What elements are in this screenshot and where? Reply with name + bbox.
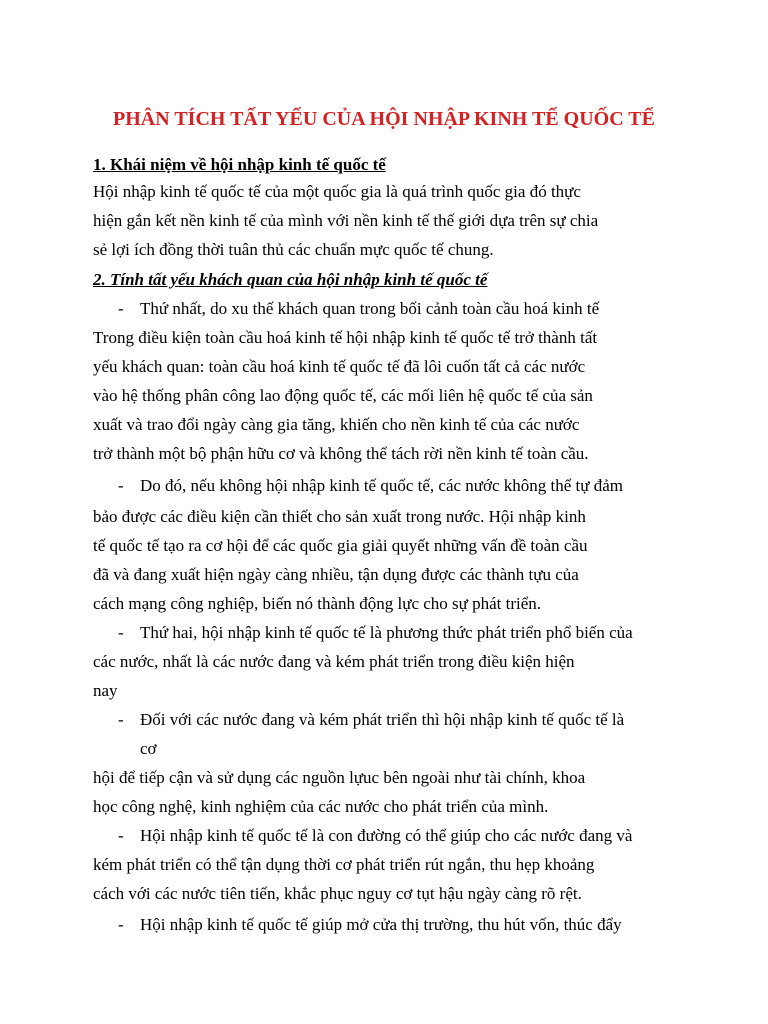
paragraph-line: tế quốc tế tạo ra cơ hội để các quốc gia giải quyết những vấn đề toàn cầu <box>93 536 588 555</box>
paragraph-line: Thứ nhất, do xu thế khách quan trong bối cảnh toàn cầu hoá kinh tế <box>140 299 600 318</box>
paragraph-line: các nước, nhất là các nước đang và kém phát triển trong điều kiện hiện <box>93 652 575 671</box>
paragraph-line: hiện gắn kết nền kinh tế của mình với nền kinh tế thế giới dựa trên sự chia <box>93 211 599 230</box>
paragraph-line: Thứ hai, hội nhập kinh tế quốc tế là phương thức phát triển phổ biến của <box>140 623 633 642</box>
paragraph-line: Trong điều kiện toàn cầu hoá kinh tế hội nhập kinh tế quốc tế trở thành tất <box>93 328 598 347</box>
paragraph-line: xuất và trao đổi ngày càng gia tăng, khiến cho nền kinh tế của các nước <box>93 415 580 434</box>
document-title: PHÂN TÍCH TẤT YẾU CỦA HỘI NHẬP KINH TẾ QUỐC TẾ <box>113 108 655 130</box>
section-1-heading: 1. Khái niệm về hội nhập kinh tế quốc tế <box>93 155 386 174</box>
paragraph-line: kém phát triển có thể tận dụng thời cơ phát triển rút ngắn, thu hẹp khoảng <box>93 855 595 874</box>
paragraph-line: Do đó, nếu không hội nhập kinh tế quốc tế, các nước không thể tự đảm <box>140 476 624 495</box>
paragraph-line: nay <box>93 681 118 700</box>
paragraph-line: Hội nhập kinh tế quốc tế là con đường có thể giúp cho các nước đang và <box>140 826 633 845</box>
bullet-marker: - <box>118 623 124 642</box>
paragraph-line: cách với các nước tiên tiến, khắc phục nguy cơ tụt hậu ngày càng rõ rệt. <box>93 884 582 903</box>
bullet-marker: - <box>118 476 124 495</box>
paragraph-line: hội để tiếp cận và sử dụng các nguồn lựuc bên ngoài như tài chính, khoa <box>93 768 586 787</box>
bullet-marker: - <box>118 915 124 934</box>
paragraph-line: cơ <box>140 739 157 758</box>
paragraph-line: cách mạng công nghiệp, biến nó thành động lực cho sự phát triển. <box>93 594 542 613</box>
bullet-marker: - <box>118 710 124 729</box>
paragraph-line: bảo được các điều kiện cần thiết cho sản xuất trong nước. Hội nhập kinh <box>93 507 586 526</box>
paragraph-line: yếu khách quan: toàn cầu hoá kinh tế quốc tế đã lôi cuốn tất cả các nước <box>93 357 586 376</box>
paragraph-line: vào hệ thống phân công lao động quốc tế, các mối liên hệ quốc tế của sản <box>93 386 593 405</box>
bullet-marker: - <box>118 299 124 318</box>
paragraph-line: đã và đang xuất hiện ngày càng nhiều, tận dụng được các thành tựu của <box>93 565 579 584</box>
paragraph-line: Hội nhập kinh tế quốc tế của một quốc gia là quá trình quốc gia đó thực <box>93 182 581 201</box>
paragraph-line: trở thành một bộ phận hữu cơ và không thể tách rời nền kinh tế toàn cầu. <box>93 444 589 463</box>
paragraph-line: sẻ lợi ích đồng thời tuân thủ các chuẩn mực quốc tế chung. <box>93 240 494 259</box>
paragraph-line: Đối với các nước đang và kém phát triển thì hội nhập kinh tế quốc tế là <box>140 710 625 729</box>
bullet-marker: - <box>118 826 124 845</box>
paragraph-line: Hội nhập kinh tế quốc tế giúp mở cửa thị trường, thu hút vốn, thúc đẩy <box>140 915 622 934</box>
paragraph-line: học công nghệ, kinh nghiệm của các nước cho phát triển của mình. <box>93 797 549 816</box>
section-2-heading: 2. Tính tất yếu khách quan của hội nhập kinh tế quốc tế <box>93 270 488 289</box>
